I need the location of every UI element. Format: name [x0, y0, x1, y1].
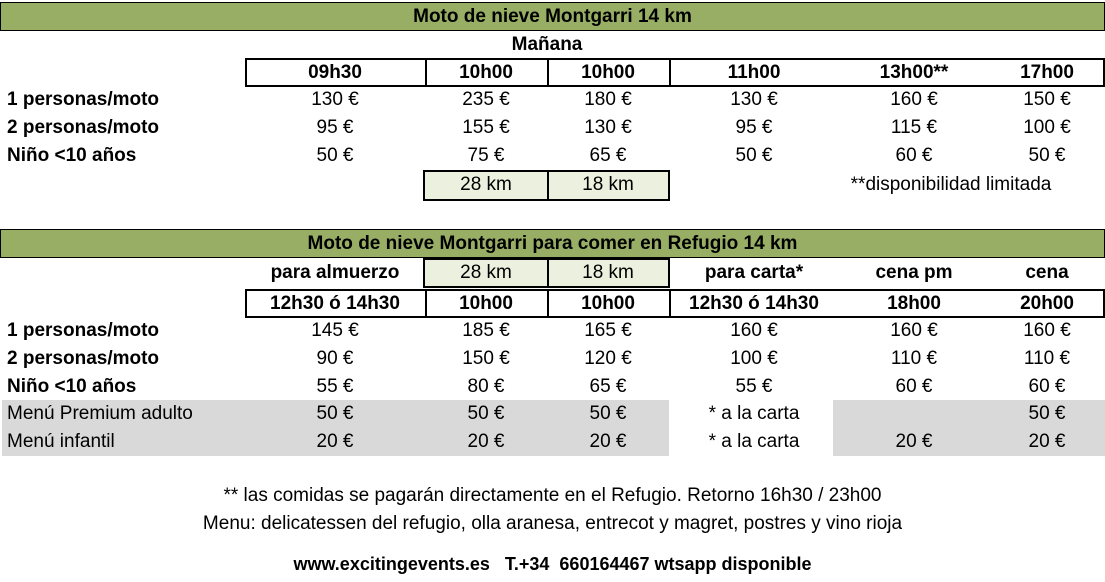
price-cell: 50 €	[1028, 145, 1066, 166]
section1-distance-row	[0, 171, 1105, 198]
price-cell: 120 €	[584, 348, 632, 369]
type-cell: cena pm	[875, 262, 953, 283]
price-cell: 110 €	[890, 348, 938, 369]
price-cell: 55 €	[316, 376, 354, 397]
price-cell: 50 €	[316, 403, 354, 424]
price-cell: 110 €	[1023, 348, 1071, 369]
price-cell: 75 €	[467, 145, 505, 166]
time-cell: 12h30 ó 14h30	[270, 293, 400, 314]
price-cell: 20 €	[589, 431, 627, 452]
availability-note: **disponibilidad limitada	[850, 174, 1052, 195]
time-cell: 10h00	[581, 62, 635, 83]
distance-cell: 18 km	[582, 262, 634, 283]
price-cell: 235 €	[462, 89, 510, 110]
price-cell: 65 €	[589, 145, 627, 166]
time-cell: 12h30 ó 14h30	[689, 293, 819, 314]
footer-note-line2: Menu: delicatessen del refugio, olla aranesa, entrecot y magret, postres y vino rioja	[202, 513, 903, 534]
price-cell: 95 €	[735, 117, 773, 138]
price-cell: 50 €	[589, 403, 627, 424]
time-cell: 18h00	[887, 293, 941, 314]
distance-cell: 28 km	[460, 174, 512, 195]
table-row	[0, 400, 1105, 427]
price-cell: 80 €	[467, 376, 505, 397]
row-label: Niño <10 años	[7, 376, 137, 397]
price-cell: 160 €	[1023, 320, 1071, 341]
time-cell: 10h00	[581, 293, 635, 314]
time-cell: 10h00	[459, 293, 513, 314]
price-cell: 60 €	[895, 376, 933, 397]
price-cell: 55 €	[735, 376, 773, 397]
time-cell: 11h00	[727, 62, 781, 83]
price-cell: 50 €	[467, 403, 505, 424]
price-cell: 20 €	[316, 431, 354, 452]
time-cell: 20h00	[1020, 293, 1074, 314]
footer-contact: www.excitingevents.es T.+34 660164467 wtsapp disponible	[293, 554, 812, 574]
row-label: Menú Premium adulto	[7, 403, 193, 424]
time-cell: 09h30	[308, 62, 362, 83]
distance-cell: 28 km	[460, 262, 512, 283]
price-cell: 60 €	[895, 145, 933, 166]
price-cell: 115 €	[890, 117, 938, 138]
price-cell: 145 €	[311, 320, 359, 341]
price-cell: 130 €	[730, 89, 778, 110]
section1-title-band	[0, 2, 1105, 31]
section2-title: Moto de nieve Montgarri para comer en Refugio 14 km	[307, 233, 798, 254]
table-row	[0, 373, 1105, 400]
price-cell: 155 €	[462, 117, 510, 138]
price-cell: 150 €	[462, 348, 510, 369]
price-cell: 50 €	[1028, 403, 1066, 424]
price-cell: 160 €	[890, 89, 938, 110]
row-label: Niño <10 años	[7, 145, 137, 166]
section1-title: Moto de nieve Montgarri 14 km	[413, 6, 692, 27]
table-row	[0, 142, 1105, 169]
section2-times-row	[0, 290, 1105, 317]
price-cell: 130 €	[584, 117, 632, 138]
distance-cell: 18 km	[582, 174, 634, 195]
row-label: 1 personas/moto	[7, 320, 160, 341]
row-label: 2 personas/moto	[7, 348, 160, 369]
price-cell: 95 €	[316, 117, 354, 138]
table-row	[0, 317, 1105, 344]
price-cell: 150 €	[1023, 89, 1071, 110]
type-cell: para carta*	[704, 262, 804, 283]
row-label: 2 personas/moto	[7, 117, 160, 138]
price-cell: * a la carta	[708, 431, 800, 452]
price-cell: * a la carta	[708, 403, 800, 424]
table-row	[0, 114, 1105, 141]
price-cell: 60 €	[1028, 376, 1066, 397]
row-label: Menú infantil	[7, 431, 115, 452]
price-cell: 165 €	[584, 320, 632, 341]
price-cell: 180 €	[584, 89, 632, 110]
section1-times-row	[0, 59, 1105, 86]
type-cell: para almuerzo	[270, 262, 400, 283]
footer-note-line1: ** las comidas se pagarán directamente en el Refugio. Retorno 16h30 / 23h00	[223, 485, 882, 506]
table-row	[0, 345, 1105, 372]
row-label: 1 personas/moto	[7, 89, 160, 110]
type-cell: cena	[1025, 262, 1069, 283]
price-cell: 160 €	[890, 320, 938, 341]
price-cell: 160 €	[730, 320, 778, 341]
price-cell: 50 €	[316, 145, 354, 166]
price-cell	[839, 400, 989, 427]
price-cell: 185 €	[462, 320, 510, 341]
price-cell: 100 €	[1023, 117, 1071, 138]
section2-types-row	[0, 259, 1105, 286]
price-cell: 20 €	[1028, 431, 1066, 452]
table-row	[0, 428, 1105, 455]
section2-title-band	[0, 229, 1105, 258]
price-cell: 50 €	[735, 145, 773, 166]
price-cell: 20 €	[895, 431, 933, 452]
price-cell: 20 €	[467, 431, 505, 452]
time-cell: 17h00	[1020, 62, 1074, 83]
time-cell: 13h00**	[879, 62, 949, 83]
price-cell: 100 €	[730, 348, 778, 369]
price-cell: 130 €	[311, 89, 359, 110]
section1-subtitle: Mañana	[511, 34, 583, 55]
price-cell: 90 €	[316, 348, 354, 369]
price-cell: 65 €	[589, 376, 627, 397]
table-row	[0, 86, 1105, 113]
time-cell: 10h00	[459, 62, 513, 83]
